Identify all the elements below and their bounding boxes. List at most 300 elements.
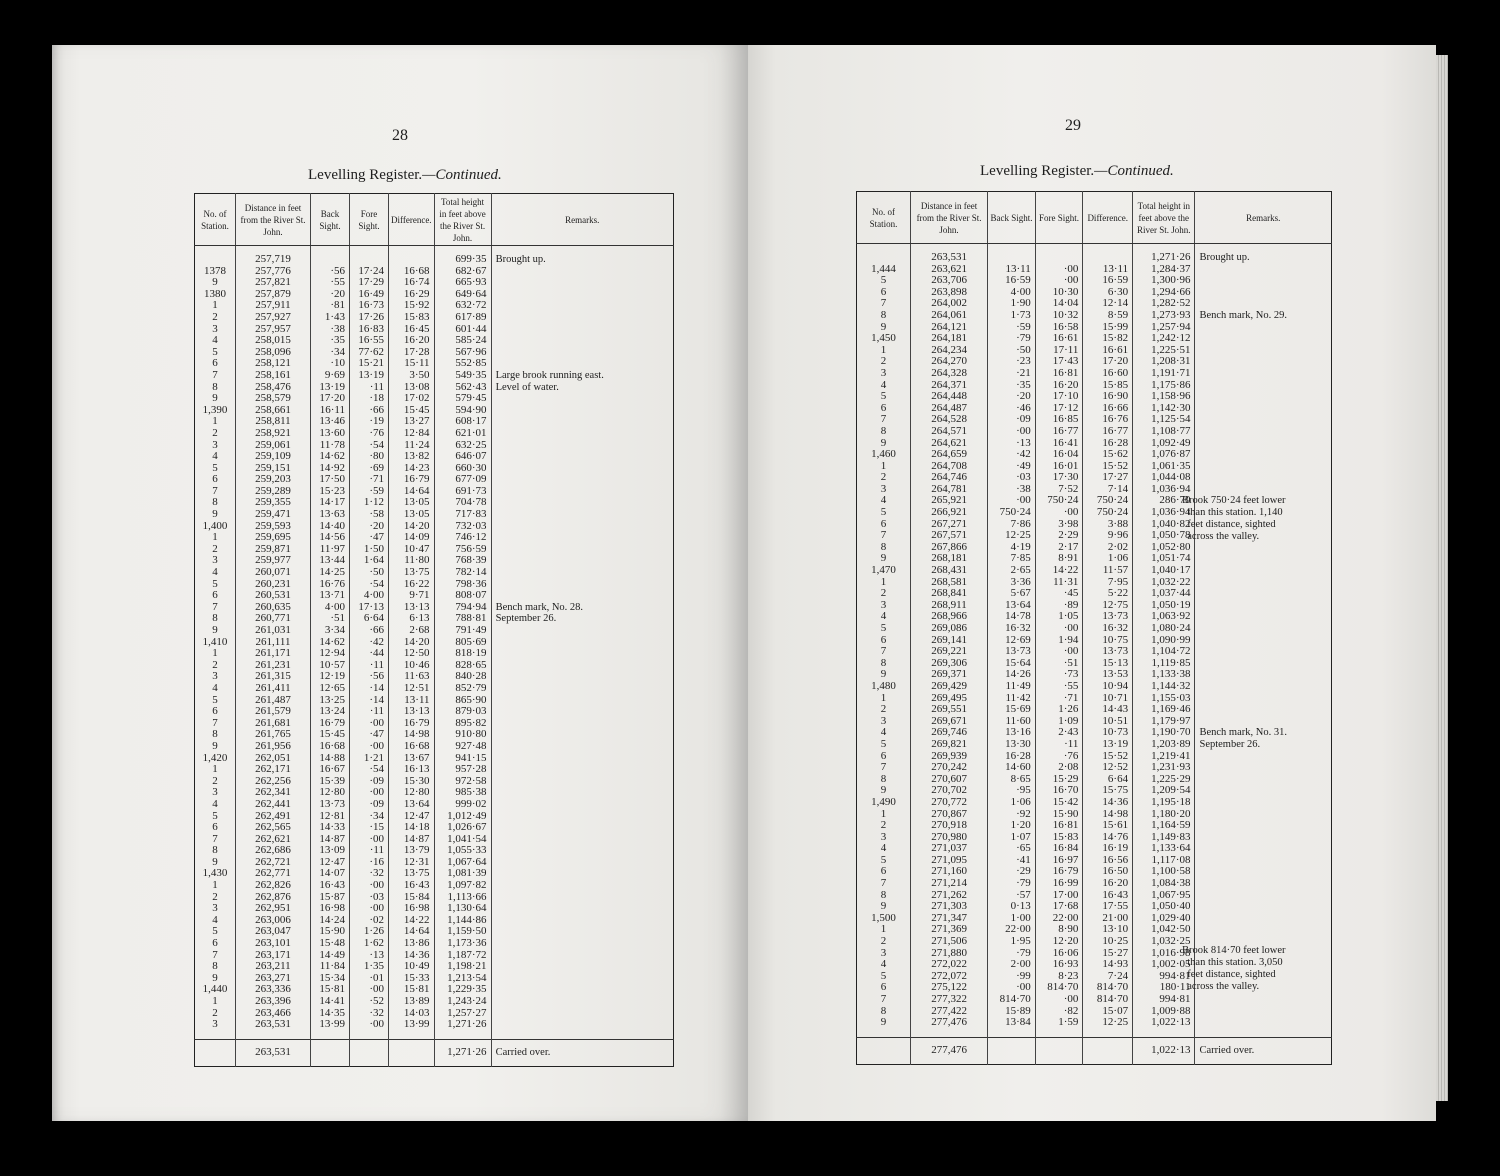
distance-cell: 261,956 (236, 741, 311, 753)
station-cell: 8 (195, 613, 236, 625)
station-cell: 1380 (195, 289, 236, 301)
fore-sight-cell: ·66 (350, 405, 389, 417)
fore-sight-cell: 16·77 (1035, 426, 1083, 438)
distance-cell: 268,181 (910, 553, 987, 565)
total-height-cell: 852·79 (434, 683, 491, 695)
fore-sight-cell: 6·64 (350, 613, 389, 625)
back-sight-cell: 750·24 (988, 507, 1036, 519)
remarks-cell (491, 695, 673, 707)
total-height-cell: 1,257·27 (434, 1008, 491, 1020)
back-sight-cell: 16·76 (311, 579, 350, 591)
total-height-cell: 1,108·77 (1133, 426, 1195, 438)
difference-cell: 11·57 (1083, 565, 1133, 577)
remarks-cell (1195, 461, 1332, 473)
distance-cell: 258,579 (236, 393, 311, 405)
distance-cell: 262,441 (236, 799, 311, 811)
difference-cell: 16·45 (389, 324, 435, 336)
station-cell: 5 (195, 579, 236, 591)
total-height-cell: 1,050·19 (1133, 600, 1195, 612)
total-height-cell: 1,190·70 (1133, 727, 1195, 739)
remarks-cell (1195, 832, 1332, 844)
station-cell: 7 (857, 646, 911, 658)
table-row (857, 704, 1332, 716)
distance-cell: 259,471 (236, 509, 311, 521)
difference-cell: 11·80 (389, 555, 435, 567)
station-cell: 7 (857, 994, 911, 1006)
remarks-cell (491, 926, 673, 938)
fore-sight-cell: 1·05 (1035, 611, 1083, 623)
distance-cell: 257,776 (236, 266, 311, 278)
remarks-cell (491, 312, 673, 324)
difference-cell: 14·23 (389, 463, 435, 475)
fore-sight-cell: ·00 (350, 880, 389, 892)
back-sight-cell (988, 252, 1036, 264)
difference-cell: 12·80 (389, 787, 435, 799)
station-cell: 8 (195, 961, 236, 973)
fore-sight-cell: 16·55 (350, 335, 389, 347)
table-row (857, 866, 1332, 878)
table-row (857, 553, 1332, 565)
total-height-cell: 1,257·94 (1133, 322, 1195, 334)
remarks-cell (491, 892, 673, 904)
levelling-table (194, 193, 674, 1067)
total-height-cell: 1,159·50 (434, 926, 491, 938)
table-row (857, 924, 1332, 936)
total-height-cell: 180·11 (1133, 982, 1195, 994)
difference-cell: 12·75 (1083, 600, 1133, 612)
remarks-cell (491, 903, 673, 915)
station-cell: 4 (195, 567, 236, 579)
remarks-cell (491, 405, 673, 417)
fore-sight-cell: 2·43 (1035, 727, 1083, 739)
remarks-cell (1195, 368, 1332, 380)
remarks-cell (1195, 994, 1332, 1006)
distance-cell: 259,151 (236, 463, 311, 475)
distance-cell: 260,231 (236, 579, 311, 591)
fore-sight-cell: 7·52 (1035, 484, 1083, 496)
distance-cell: 261,487 (236, 695, 311, 707)
station-cell: 1 (195, 880, 236, 892)
remarks-cell: Bench mark, No. 31. (1199, 727, 1287, 739)
back-sight-cell: 14·35 (311, 1008, 350, 1020)
back-sight-cell: 15·81 (311, 984, 350, 996)
remarks-cell (491, 567, 673, 579)
station-cell: 8 (857, 310, 911, 322)
remarks-cell (491, 544, 673, 556)
total-height-cell: 768·39 (434, 555, 491, 567)
remarks-cell (1195, 751, 1332, 763)
total-height-cell: 1,155·03 (1133, 693, 1195, 705)
station-cell: 4 (857, 611, 911, 623)
station-cell: 5 (857, 275, 911, 287)
distance-cell: 269,821 (910, 739, 987, 751)
fore-sight-cell: 1·59 (1035, 1017, 1083, 1029)
distance-cell: 268,841 (910, 588, 987, 600)
page-number: 29 (1065, 117, 1081, 134)
station-cell: 1,480 (857, 681, 911, 693)
table-row (195, 451, 674, 463)
back-sight-cell: 14·60 (988, 762, 1036, 774)
difference-cell: 15·62 (1083, 449, 1133, 461)
station-cell: 8 (857, 890, 911, 902)
fore-sight-cell: 17·00 (1035, 890, 1083, 902)
table-row (857, 855, 1332, 867)
remarks-cell (1195, 333, 1332, 345)
total-height-cell: 699·35 (434, 254, 491, 266)
total-height-cell: 1,080·24 (1133, 623, 1195, 635)
remarks-cell (491, 486, 673, 498)
station-cell: 1378 (195, 266, 236, 278)
total-height-cell: 286·70 (1133, 495, 1195, 507)
fore-sight-cell: ·18 (350, 393, 389, 405)
back-sight-cell: 16·11 (311, 405, 350, 417)
total-height-cell: 1,180·20 (1133, 809, 1195, 821)
back-sight-cell: 15·89 (988, 1006, 1036, 1018)
total-height-cell: 649·64 (434, 289, 491, 301)
difference-cell: 16·60 (1083, 368, 1133, 380)
back-sight-cell: 1·06 (988, 797, 1036, 809)
distance-cell: 262,256 (236, 776, 311, 788)
fore-sight-cell (350, 254, 389, 266)
fore-sight-cell: ·82 (1035, 1006, 1083, 1018)
difference-cell: 16·66 (1083, 403, 1133, 415)
difference-cell: 14·03 (389, 1008, 435, 1020)
difference-cell: 13·89 (389, 996, 435, 1008)
remarks-cell (491, 868, 673, 880)
total-height-cell: 840·28 (434, 671, 491, 683)
total-height-cell: 632·72 (434, 300, 491, 312)
distance-cell: 264,528 (910, 414, 987, 426)
back-sight-cell: 15·39 (311, 776, 350, 788)
distance-cell: 275,122 (910, 982, 987, 994)
total-height-cell: 562·43 (434, 382, 491, 394)
remark-brook-750: Brook 750·24 feet lower than this station. 1,140 feet distance, sighted across the valley. (1182, 495, 1286, 542)
total-height-cell: 1,164·59 (1133, 820, 1195, 832)
table-row (857, 716, 1332, 728)
total-height-cell: 1,026·67 (434, 822, 491, 834)
difference-cell: 10·71 (1083, 693, 1133, 705)
header-difference: Difference. (389, 194, 435, 246)
remarks-cell (1195, 577, 1332, 589)
table-row (857, 1006, 1332, 1018)
station-cell: 1,460 (857, 449, 911, 461)
remarks-cell (491, 741, 673, 753)
fore-sight-cell: 12·20 (1035, 936, 1083, 948)
back-sight-cell: 2·00 (988, 959, 1036, 971)
table-row (857, 391, 1332, 403)
back-sight-cell: 14·40 (311, 521, 350, 533)
remarks-cell (1195, 646, 1332, 658)
distance-cell: 258,161 (236, 370, 311, 382)
fore-sight-cell: ·00 (1035, 507, 1083, 519)
distance-cell: 264,121 (910, 322, 987, 334)
back-sight-cell: 13·11 (988, 264, 1036, 276)
back-sight-cell: 12·80 (311, 787, 350, 799)
back-sight-cell: 13·44 (311, 555, 350, 567)
station-cell: 9 (857, 1017, 911, 1029)
difference-cell: 15·30 (389, 776, 435, 788)
difference-cell: 15·82 (1083, 333, 1133, 345)
total-height-cell: 632·25 (434, 440, 491, 452)
remarks-cell (1195, 762, 1332, 774)
distance-cell: 262,826 (236, 880, 311, 892)
total-height-cell: 1,187·72 (434, 950, 491, 962)
back-sight-cell: 7·85 (988, 553, 1036, 565)
fore-sight-cell: 17·11 (1035, 345, 1083, 357)
table-row (857, 577, 1332, 589)
station-cell: 3 (195, 787, 236, 799)
table-row (857, 646, 1332, 658)
back-sight-cell: 1·20 (988, 820, 1036, 832)
difference-cell: 13·64 (389, 799, 435, 811)
fore-sight-cell: ·44 (350, 648, 389, 660)
fore-sight-cell: ·00 (1035, 994, 1083, 1006)
remarks-cell (1195, 542, 1332, 554)
total-height-cell: 1,090·99 (1133, 635, 1195, 647)
fore-sight-cell: ·55 (1035, 681, 1083, 693)
distance-cell: 261,579 (236, 706, 311, 718)
total-height-cell: 1,179·97 (1133, 716, 1195, 728)
distance-cell: 266,921 (910, 507, 987, 519)
station-cell: 5 (195, 695, 236, 707)
distance-cell: 267,271 (910, 519, 987, 531)
difference-cell: 16·32 (1083, 623, 1133, 635)
total-height-cell: 1,032·25 (1133, 936, 1195, 948)
station-cell: 6 (857, 635, 911, 647)
difference-cell: 16·61 (1083, 345, 1133, 357)
fore-sight-cell: ·03 (350, 892, 389, 904)
remarks-cell (1195, 449, 1332, 461)
difference-cell: 14·43 (1083, 704, 1133, 716)
total-height-cell: 691·73 (434, 486, 491, 498)
total-height-cell: 1,284·37 (1133, 264, 1195, 276)
total-height-cell: 1,061·35 (1133, 461, 1195, 473)
table-body (857, 244, 1332, 1038)
station-cell: 9 (195, 741, 236, 753)
table-row (195, 509, 674, 521)
back-sight-cell: 15·64 (988, 658, 1036, 670)
total-height-cell: 879·03 (434, 706, 491, 718)
back-sight-cell: 16·32 (988, 623, 1036, 635)
table-row (195, 393, 674, 405)
distance-cell: 257,719 (236, 254, 311, 266)
total-height-cell: 1,029·40 (1133, 913, 1195, 925)
total-height-cell: 1,084·38 (1133, 878, 1195, 890)
table-row (195, 880, 674, 892)
difference-cell: 16·20 (1083, 878, 1133, 890)
fore-sight-cell: 1·26 (1035, 704, 1083, 716)
remarks-cell (491, 521, 673, 533)
total-height-cell: 1,113·66 (434, 892, 491, 904)
total-height-cell: 1,225·29 (1133, 774, 1195, 786)
total-height-cell: 1,282·52 (1133, 298, 1195, 310)
back-sight-cell: 14·92 (311, 463, 350, 475)
table-row (857, 901, 1332, 913)
station-cell: 3 (857, 832, 911, 844)
station-cell: 1 (195, 764, 236, 776)
remarks-cell (491, 787, 673, 799)
fore-sight-cell: ·80 (350, 451, 389, 463)
total-height-cell: 1,133·64 (1133, 843, 1195, 855)
back-sight-cell: 13·73 (311, 799, 350, 811)
fore-sight-cell: 22·00 (1035, 913, 1083, 925)
back-sight-cell: 11·42 (988, 693, 1036, 705)
total-height-cell: 1,300·96 (1133, 275, 1195, 287)
remarks-cell (1195, 588, 1332, 600)
total-height-cell: 608·17 (434, 416, 491, 428)
difference-cell: 15·83 (389, 312, 435, 324)
difference-cell: 13·73 (1083, 611, 1133, 623)
difference-cell: 13·86 (389, 938, 435, 950)
footer-total: 1,022·13 (1133, 1037, 1195, 1064)
back-sight-cell: 1·95 (988, 936, 1036, 948)
distance-cell: 269,429 (910, 681, 987, 693)
remarks-cell (1195, 553, 1332, 565)
back-sight-cell: 14·25 (311, 567, 350, 579)
table-row (195, 938, 674, 950)
distance-cell: 264,781 (910, 484, 987, 496)
difference-cell: 12·31 (389, 857, 435, 869)
back-sight-cell: 14·24 (311, 915, 350, 927)
station-cell: 7 (195, 834, 236, 846)
back-sight-cell: ·95 (988, 785, 1036, 797)
distance-cell: 262,876 (236, 892, 311, 904)
fore-sight-cell: ·47 (350, 532, 389, 544)
table-row (195, 625, 674, 637)
remarks-cell (1195, 565, 1332, 577)
total-height-cell: 788·81 (434, 613, 491, 625)
table-row (857, 739, 1332, 751)
station-cell: 1 (195, 532, 236, 544)
back-sight-cell: ·00 (988, 426, 1036, 438)
difference-cell: 15·84 (389, 892, 435, 904)
difference-cell: 16·90 (1083, 391, 1133, 403)
fore-sight-cell: ·00 (1035, 264, 1083, 276)
back-sight-cell: 14·41 (311, 996, 350, 1008)
difference-cell: 13·08 (389, 382, 435, 394)
back-sight-cell: 5·67 (988, 588, 1036, 600)
fore-sight-cell: ·89 (1035, 600, 1083, 612)
difference-cell: 15·75 (1083, 785, 1133, 797)
remarks-cell (1195, 623, 1332, 635)
fore-sight-cell: ·52 (350, 996, 389, 1008)
difference-cell: 16·76 (1083, 414, 1133, 426)
total-height-cell: 1,044·08 (1133, 472, 1195, 484)
difference-cell: 14·64 (389, 486, 435, 498)
fore-sight-cell: 15·29 (1035, 774, 1083, 786)
total-height-cell: 646·07 (434, 451, 491, 463)
total-height-cell: 1,231·93 (1133, 762, 1195, 774)
back-sight-cell: 12·81 (311, 811, 350, 823)
remarks-cell (1195, 635, 1332, 647)
distance-cell: 267,571 (910, 530, 987, 542)
station-cell: 3 (195, 903, 236, 915)
back-sight-cell: ·29 (988, 866, 1036, 878)
station-cell: 3 (857, 484, 911, 496)
back-sight-cell: ·10 (311, 358, 350, 370)
remarks-cell (1195, 716, 1332, 728)
back-sight-cell: 11·60 (988, 716, 1036, 728)
fore-sight-cell: 16·97 (1035, 855, 1083, 867)
back-sight-cell: 13·24 (311, 706, 350, 718)
difference-cell: 1·06 (1083, 553, 1133, 565)
remarks-cell (1195, 878, 1332, 890)
station-cell: 4 (195, 683, 236, 695)
total-height-cell: 999·02 (434, 799, 491, 811)
fore-sight-cell: ·11 (350, 660, 389, 672)
distance-cell: 263,706 (910, 275, 987, 287)
total-height-cell: 617·89 (434, 312, 491, 324)
page-number: 28 (392, 127, 408, 144)
remarks-cell (491, 973, 673, 985)
back-sight-cell: 13·71 (311, 590, 350, 602)
back-sight-cell: ·13 (988, 438, 1036, 450)
table-row (857, 264, 1332, 276)
fore-sight-cell: ·71 (350, 474, 389, 486)
remarks-cell (1195, 484, 1332, 496)
remarks-cell (491, 834, 673, 846)
difference-cell: 15·99 (1083, 322, 1133, 334)
total-height-cell: 549·35 (434, 370, 491, 382)
back-sight-cell: 13·30 (988, 739, 1036, 751)
station-cell: 9 (857, 785, 911, 797)
distance-cell: 269,141 (910, 635, 987, 647)
difference-cell: 10·51 (1083, 716, 1133, 728)
difference-cell: 10·49 (389, 961, 435, 973)
difference-cell: 13·27 (389, 416, 435, 428)
fore-sight-cell: 17·12 (1035, 403, 1083, 415)
remarks-cell (491, 300, 673, 312)
footer-total: 1,271·26 (434, 1039, 491, 1066)
station-cell: 5 (857, 739, 911, 751)
table-row (195, 741, 674, 753)
distance-cell: 271,160 (910, 866, 987, 878)
fore-sight-cell: 14·22 (1035, 565, 1083, 577)
table-row (195, 799, 674, 811)
remarks-cell (1195, 600, 1332, 612)
back-sight-cell: 3·36 (988, 577, 1036, 589)
remarks-cell (1195, 403, 1332, 415)
fore-sight-cell: 1·26 (350, 926, 389, 938)
distance-cell: 258,921 (236, 428, 311, 440)
difference-cell: 14·98 (389, 729, 435, 741)
station-cell: 6 (195, 358, 236, 370)
back-sight-cell: ·50 (988, 345, 1036, 357)
difference-cell: 11·24 (389, 440, 435, 452)
distance-cell: 271,347 (910, 913, 987, 925)
fore-sight-cell: ·20 (350, 521, 389, 533)
back-sight-cell: 1·43 (311, 312, 350, 324)
station-cell: 6 (195, 706, 236, 718)
station-cell: 4 (195, 915, 236, 927)
header-station: No. of Station. (857, 192, 911, 244)
station-cell: 3 (195, 1019, 236, 1031)
back-sight-cell: 16·67 (311, 764, 350, 776)
remarks-cell: Brought up. (495, 254, 546, 265)
distance-cell: 262,341 (236, 787, 311, 799)
fore-sight-cell: 17·29 (350, 277, 389, 289)
station-cell: 3 (857, 716, 911, 728)
difference-cell: 12·25 (1083, 1017, 1133, 1029)
total-height-cell: 567·96 (434, 347, 491, 359)
title-suffix: —Continued. (422, 167, 502, 183)
total-height-cell: 1,203·89 (1133, 739, 1195, 751)
back-sight-cell: ·99 (988, 971, 1036, 983)
distance-cell: 260,635 (236, 602, 311, 614)
back-sight-cell: 7·86 (988, 519, 1036, 531)
distance-cell: 259,355 (236, 497, 311, 509)
remarks-cell (1195, 345, 1332, 357)
